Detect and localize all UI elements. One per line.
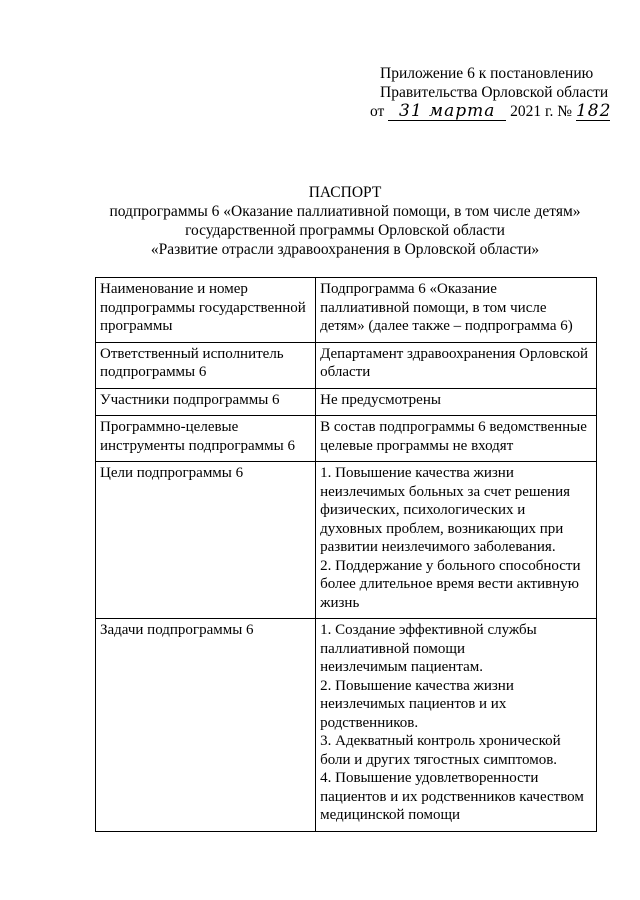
row-value-line: медицинской помощи (320, 807, 461, 823)
row-value-line: паллиативной помощи (320, 640, 465, 657)
row-value-line: области (320, 364, 371, 380)
row-value-line: 3. Адекватный контроль хронической (320, 733, 561, 749)
table-row (96, 416, 597, 462)
annex-line-1: Приложение 6 к постановлению (380, 65, 594, 82)
row-name-line: Цели подпрограммы 6 (100, 465, 244, 481)
row-value-line: 2. Повышение качества жизни (320, 677, 514, 694)
handwritten-number-text: 182 (575, 101, 612, 121)
row-name-cell (96, 278, 316, 343)
table-row (96, 619, 597, 832)
row-value-cell (316, 462, 597, 619)
row-name-line: Задачи подпрограммы 6 (100, 622, 254, 638)
row-value-cell (316, 619, 597, 832)
row-name-line: подпрограммы 6 (100, 364, 207, 380)
row-value-line: неизлечимых пациентов и их (320, 696, 507, 712)
row-name-cell (96, 342, 316, 388)
row-name-line: инструменты подпрограммы 6 (100, 437, 295, 454)
row-name-line: Программно-целевые (100, 419, 239, 435)
row-value-line: Подпрограмма 6 «Оказание (320, 281, 497, 297)
row-value-line: жизнь (320, 594, 360, 611)
row-value-line: 4. Повышение удовлетворенности (320, 770, 539, 786)
passport-title (60, 183, 630, 259)
passport-table (95, 277, 597, 832)
row-value-line: родственников. (320, 714, 419, 731)
annex-year: 2021 г. № (510, 103, 573, 120)
row-value-cell (316, 416, 597, 462)
row-name-cell (96, 388, 316, 416)
annex-line-2: Правительства Орловской области (380, 84, 609, 101)
row-name-line: Участники подпрограммы 6 (100, 391, 280, 408)
row-name-line: Ответственный исполнитель (100, 345, 284, 362)
row-value-line: 2. Поддержание у больного способности (320, 557, 581, 574)
handwritten-date (388, 103, 506, 121)
title-line-1: ПАСПОРТ (308, 184, 382, 201)
row-name-cell (96, 416, 316, 462)
row-value-line: Не предусмотрены (320, 391, 441, 408)
row-value-line: неизлечимых больных за счет решения (320, 483, 571, 500)
row-value-line: боли и других тягостных симптомов. (320, 751, 558, 768)
table-row (96, 342, 597, 388)
row-value-line: целевые программы не входят (320, 437, 514, 454)
row-name-cell (96, 619, 316, 832)
annex-date-line (370, 102, 620, 121)
row-value-line: Департамент здравоохранения Орловской (320, 345, 588, 362)
title-line-3: государственной программы Орловской области (185, 222, 505, 239)
passport-table-body (96, 278, 597, 832)
row-value-line: пациентов и их родственников качеством (320, 788, 584, 805)
table-row (96, 388, 597, 416)
row-value-line: В состав подпрограммы 6 ведомственные (320, 419, 587, 435)
row-name-line: Наименование и номер (100, 281, 248, 297)
row-value-cell (316, 388, 597, 416)
row-value-cell (316, 278, 597, 343)
row-value-line: паллиативной помощи, в том числе (320, 299, 547, 316)
row-value-line: 1. Повышение качества жизни (320, 465, 514, 481)
title-line-4: «Развитие отрасли здравоохранения в Орловской области» (150, 241, 540, 258)
row-value-line: развитии неизлечимого заболевания. (320, 539, 556, 555)
row-value-line: 1. Создание эффективной службы (320, 622, 537, 638)
row-value-line: более длительное время вести активную (320, 576, 579, 592)
row-name-cell (96, 462, 316, 619)
title-line-2: подпрограммы 6 «Оказание паллиативной помощи, в том числе детям» (109, 203, 581, 220)
handwritten-date-text: 31 марта (399, 101, 496, 121)
annex-header (370, 64, 620, 121)
row-name-line: подпрограммы государственной (100, 299, 306, 316)
annex-prefix: от (370, 103, 385, 120)
table-row (96, 278, 597, 343)
handwritten-number (576, 103, 610, 121)
row-value-line: духовных проблем, возникающих при (320, 520, 564, 537)
table-row (96, 462, 597, 619)
row-value-line: детям» (далее также – подпрограмма 6) (320, 318, 573, 334)
row-value-line: физических, психологических и (320, 502, 526, 518)
row-value-line: неизлечимым пациентам. (320, 659, 483, 675)
row-value-cell (316, 342, 597, 388)
row-name-line: программы (100, 318, 173, 334)
